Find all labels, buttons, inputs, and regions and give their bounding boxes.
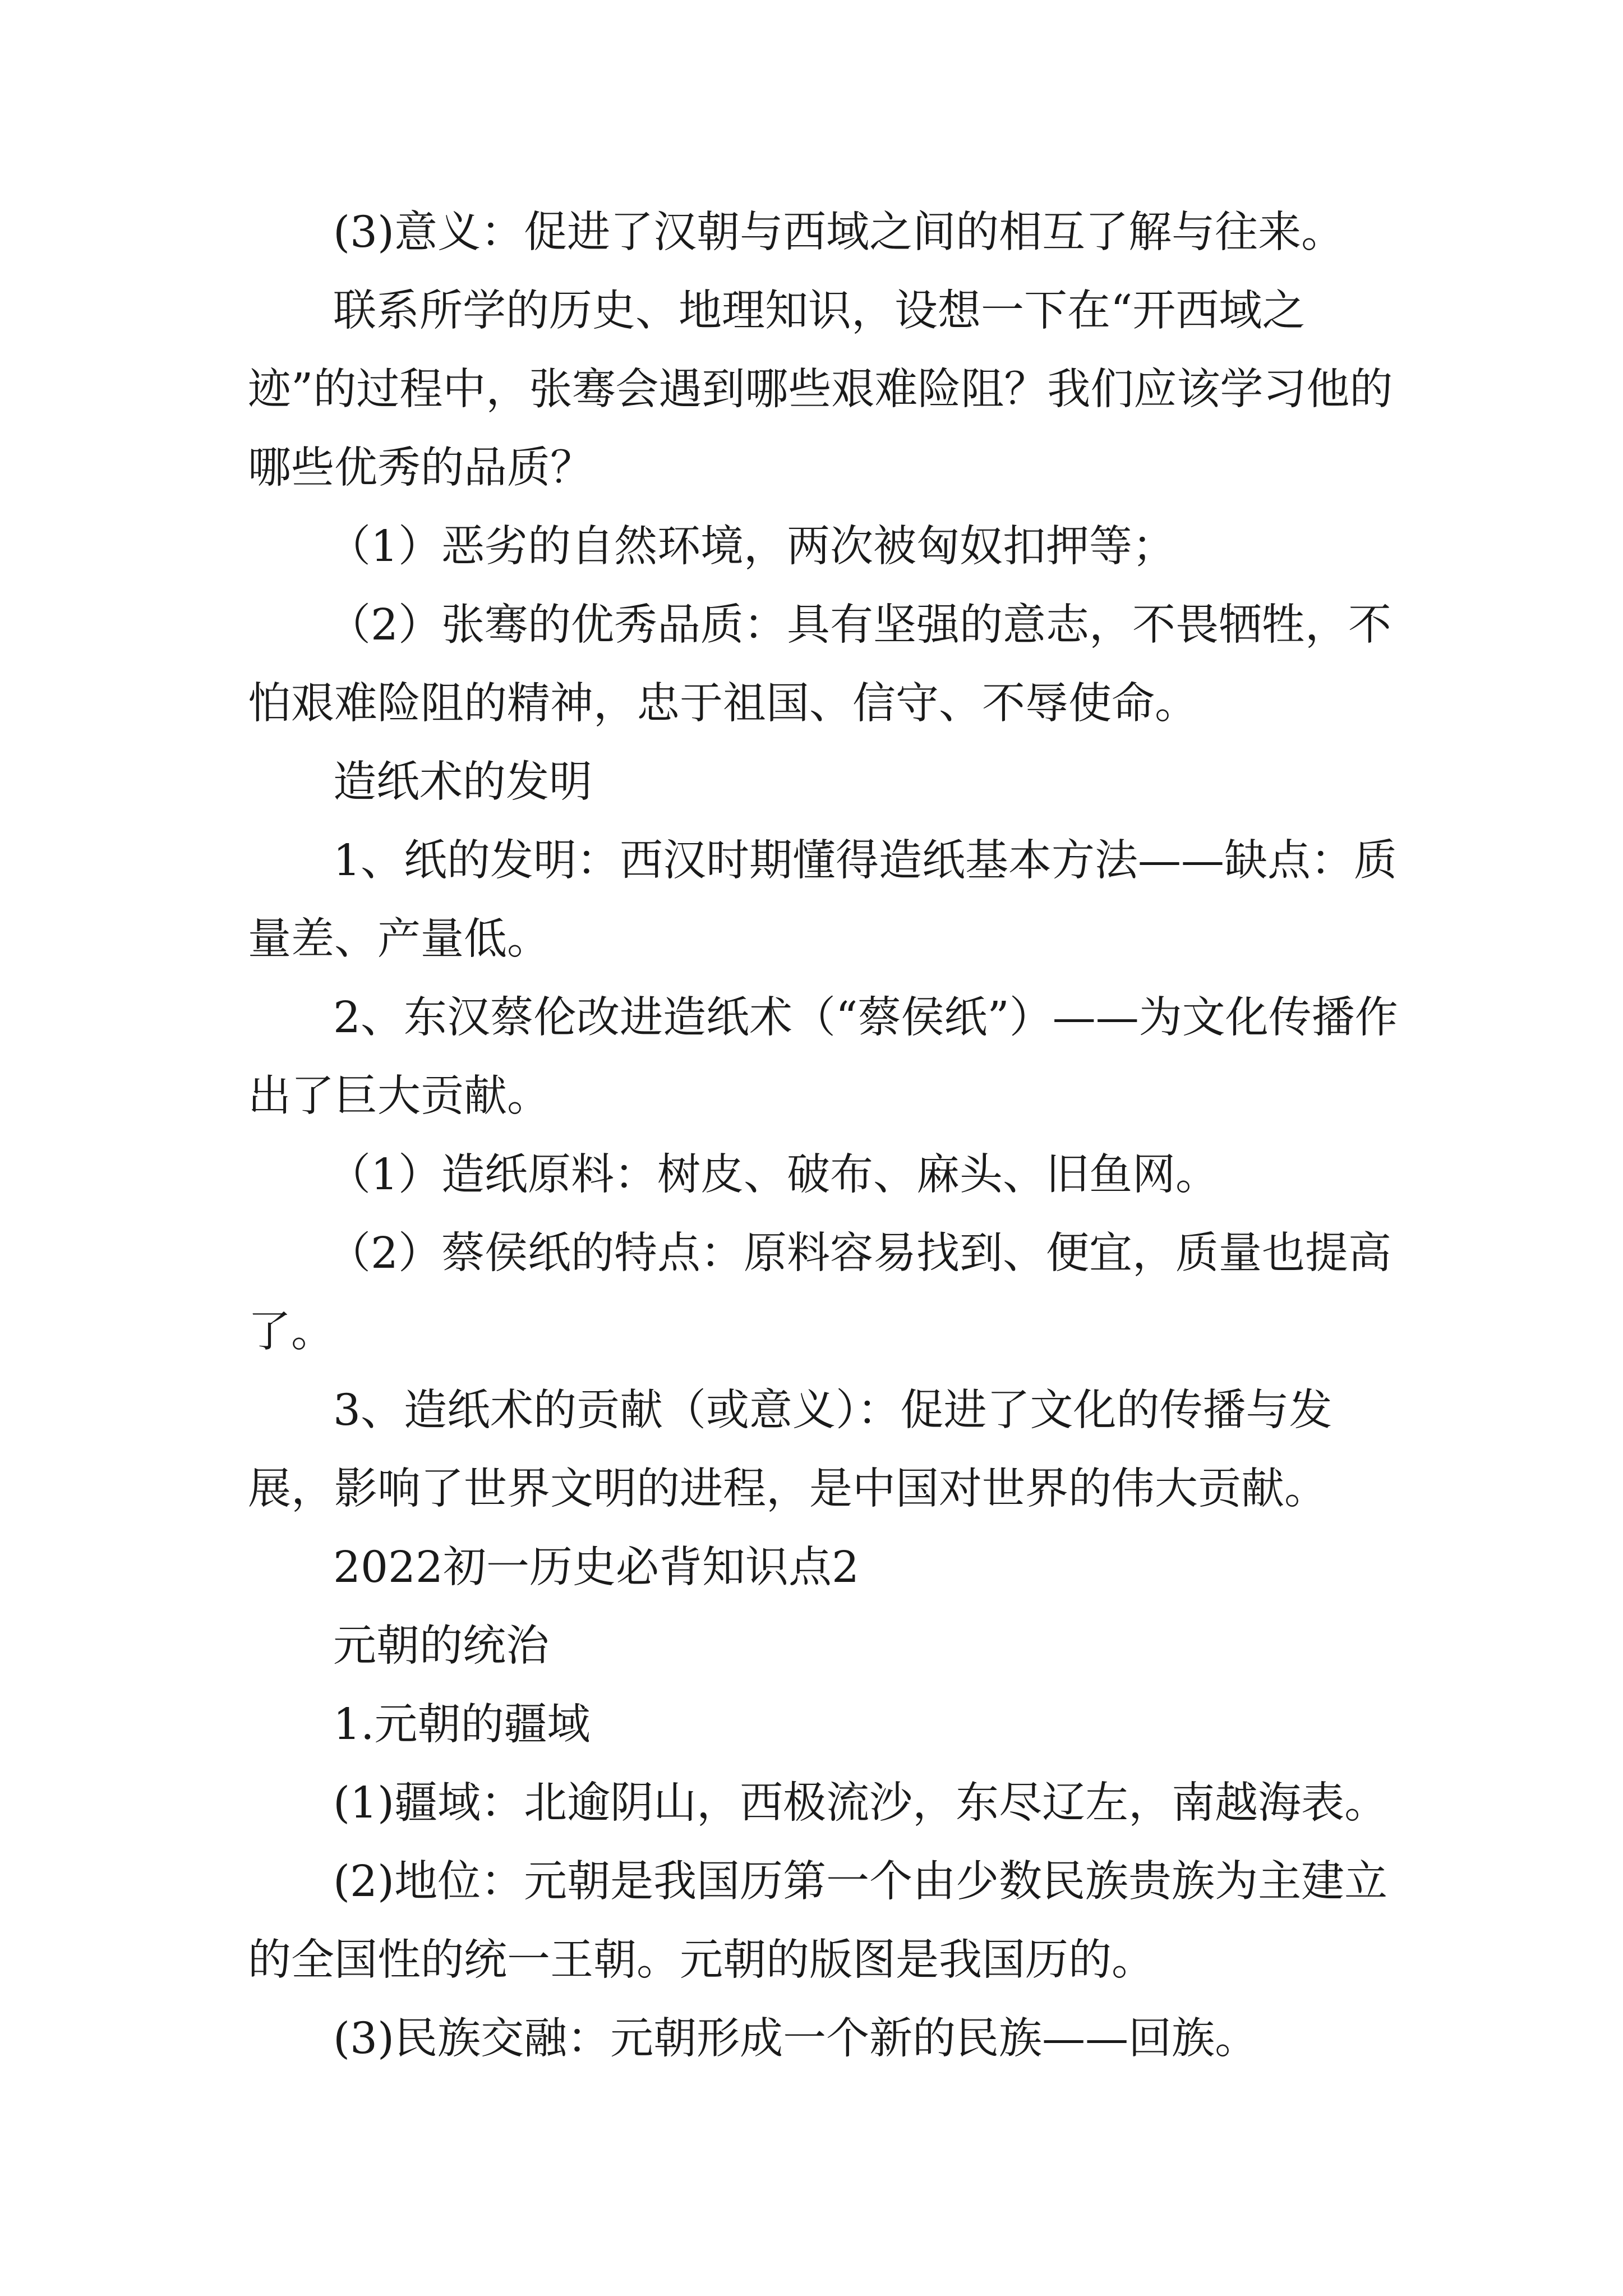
paragraph-ethnic-integration: (3)民族交融：元朝形成一个新的民族——回族。 (333, 2014, 1258, 2064)
paragraph-contribution: 3、造纸术的贡献（或意义）：促进了文化的传播与发展，影响了世界文明的进程，是中国对世界的伟大贡献。 (248, 1386, 1332, 1514)
paragraph-paper-invention: 1、纸的发明：西汉时期懂得造纸基本方法——缺点：质量差、产量低。 (248, 836, 1397, 964)
section-heading-papermaking: 造纸术的发明 (333, 757, 592, 807)
paragraph-question: 联系所学的历史、地理知识，设想一下在“开西域之迹”的过程中，张骞会遇到哪些艰难险阻？我们应该学习他的哪些优秀的品质？ (248, 286, 1393, 493)
paragraph-features: （2）蔡侯纸的特点：原料容易找到、便宜，质量也提高了。 (248, 1228, 1391, 1357)
section-heading-knowledge-2: 2022初一历史必背知识点2 (333, 1543, 859, 1593)
paragraph-significance: (3)意义：促进了汉朝与西域之间的相互了解与往来。 (333, 208, 1345, 257)
paragraph-qualities: （2）张骞的优秀品质：具有坚强的意志，不畏牺牲，不怕艰难险阻的精神，忠于祖国、信守、不辱使命。 (248, 600, 1391, 729)
paragraph-materials: （1）造纸原料：树皮、破布、麻头、旧鱼网。 (328, 1150, 1219, 1200)
subheading-yuan-territory: 1.元朝的疆域 (333, 1700, 591, 1750)
paragraph-hardships: （1）恶劣的自然环境，两次被匈奴扣押等； (328, 522, 1175, 572)
paragraph-territory: (1)疆域：北逾阴山，西极流沙，东尽辽左，南越海表。 (333, 1778, 1388, 1828)
paragraph-cai-lun: 2、东汉蔡伦改进造纸术（“蔡侯纸”）——为文化传播作出了巨大贡献。 (248, 993, 1398, 1121)
paragraph-status: (2)地位：元朝是我国历第一个由少数民族贵族为主建立的全国性的统一王朝。元朝的版图是我国历的。 (248, 1857, 1388, 1985)
section-heading-yuan-rule: 元朝的统治 (333, 1621, 549, 1671)
document-body (248, 194, 1399, 2078)
